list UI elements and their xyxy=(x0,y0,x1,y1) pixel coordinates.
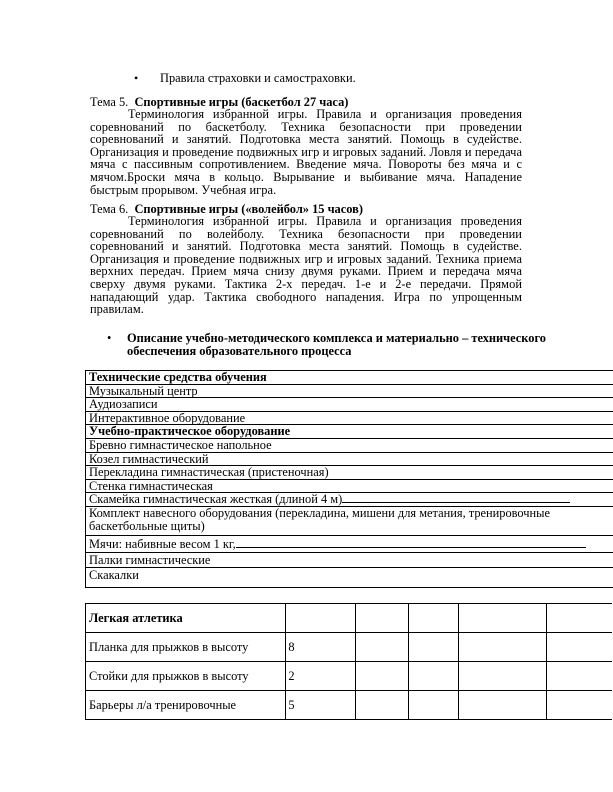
table-row: Козел гимнастический xyxy=(86,453,613,467)
topic-5 xyxy=(90,96,522,206)
table-cell xyxy=(286,604,356,633)
table-row: Палки гимнастические xyxy=(86,553,613,568)
table-cell xyxy=(546,662,612,691)
table-row xyxy=(86,493,613,507)
table-row: Аудиозаписи xyxy=(86,398,613,412)
table-row xyxy=(86,633,613,662)
table-row xyxy=(86,536,613,553)
topic-text: Терминология избранной игры. Правила и организация проведения соревнований по баскетболу. Техника безопасности при проведении соревнований и занятий. Подготовка места занятий. Помощь в судействе. Организация и проведение подвижных игр и игровых заданий. Ловля и передача мяча с пассивным сопротивлением. Введение мяча. Повороты без мяча и с мячом.Броски мяча в кольцо. Вырывание и выбивание мяча. Нападение быстрым прорывом. Учебная игра. xyxy=(90,107,522,197)
table-cell xyxy=(546,691,612,720)
table-header-practice: Учебно-практическое оборудование xyxy=(86,425,613,439)
table-cell xyxy=(408,604,458,633)
table-row xyxy=(86,604,613,633)
section-title-text: Описание учебно-методического комплекса и материально – технического обеспечения образовательного процесса xyxy=(127,331,546,358)
athletics-header xyxy=(86,604,286,633)
bullet-icon: • xyxy=(107,331,112,345)
table-row: Стенка гимнастическая xyxy=(86,480,613,494)
topic-label: Тема 6. xyxy=(90,202,129,216)
item-qty: 5 xyxy=(286,691,356,720)
bullet-item-insurance xyxy=(134,71,356,85)
table-cell xyxy=(408,633,458,662)
table-cell xyxy=(356,691,408,720)
item-qty: 8 xyxy=(286,633,356,662)
table-row: Комплект навесного оборудования (перекладина, мишени для метания, тренировочные баскетбольные щиты) xyxy=(86,507,613,536)
topic-title: Спортивные игры («волейбол» 15 часов) xyxy=(134,202,363,216)
table-cell xyxy=(408,691,458,720)
fill-line xyxy=(342,502,570,503)
topic-label: Тема 5. xyxy=(90,95,129,109)
table-cell xyxy=(356,604,408,633)
item-name: Планка для прыжков в высоту xyxy=(86,633,286,662)
table-cell xyxy=(356,633,408,662)
table-row: Скакалки xyxy=(86,568,613,588)
section-title xyxy=(107,331,547,358)
table-cell xyxy=(408,662,458,691)
table-row: Перекладина гимнастическая (пристеночная) xyxy=(86,466,613,480)
topic-6 xyxy=(90,202,522,317)
athletics-header-text: Легкая атлетика xyxy=(89,610,183,625)
topic-text: Терминология избранной игры. Правила и организация проведения соревнований по волейболу. Техника безопасности при проведении соревнований и занятий. Подготовка места занятий. Помощь в судействе. Организация и проведение подвижных игр и игровых заданий. Техника приема верхних передач. Прием мяча снизу двумя руками. Прием и передача мяча сверху двумя руками. Тактика 2-х передач. 1-е и 2-е передачи. Прямой нападающий удар. Тактика свободного нападения. Игра по упрощенным правилам. xyxy=(90,214,522,317)
table-cell xyxy=(459,662,547,691)
item-name: Барьеры л/а тренировочные xyxy=(86,691,286,720)
table-row xyxy=(86,691,613,720)
bullet-icon: • xyxy=(134,71,139,85)
table-cell xyxy=(459,691,547,720)
table-cell xyxy=(546,604,612,633)
table-cell xyxy=(459,604,547,633)
equipment-table xyxy=(85,370,613,588)
table-cell xyxy=(546,633,612,662)
table-cell xyxy=(356,662,408,691)
row-text: Мячи: набивные весом 1 кг, xyxy=(89,536,236,551)
item-name: Стойки для прыжков в высоту xyxy=(86,662,286,691)
bullet-text: Правила страховки и самостраховки. xyxy=(160,71,356,85)
table-row xyxy=(86,662,613,691)
table-header-tech: Технические средства обучения xyxy=(86,371,613,385)
fill-line xyxy=(236,547,586,548)
topic-title: Спортивные игры (баскетбол 27 часа) xyxy=(134,95,349,109)
table-row: Бревно гимнастическое напольное xyxy=(86,439,613,453)
table-row: Музыкальный центр xyxy=(86,385,613,399)
table-cell xyxy=(459,633,547,662)
athletics-table xyxy=(85,603,612,720)
row-text: Скамейка гимнастическая жесткая (длиной 4 м) xyxy=(89,492,343,507)
table-row: Интерактивное оборудование xyxy=(86,412,613,426)
item-qty: 2 xyxy=(286,662,356,691)
